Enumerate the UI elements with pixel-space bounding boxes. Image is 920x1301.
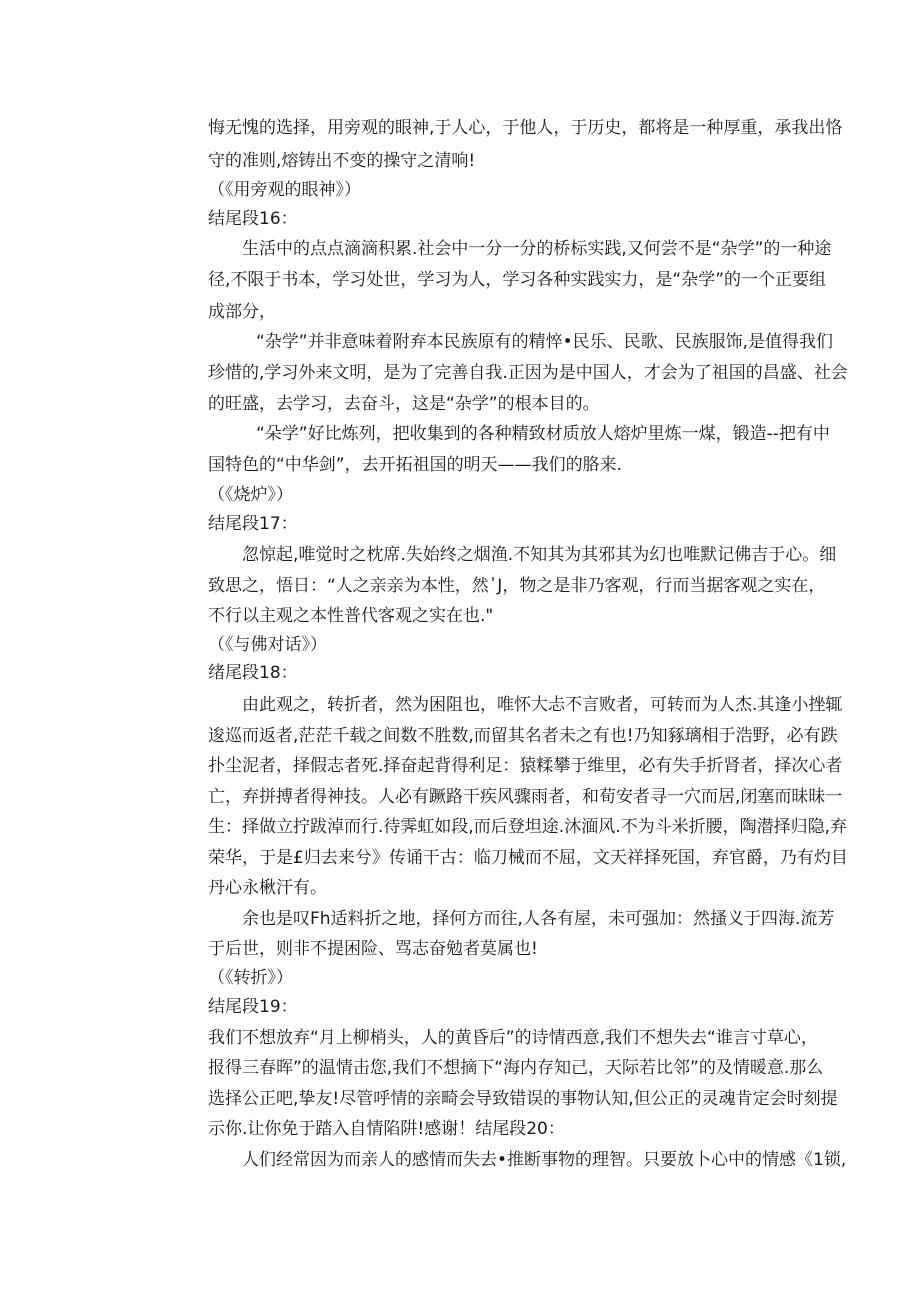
- text-line: 的旺盛，去学习，去奋斗，这是“杂学”的根本目的。: [208, 394, 600, 414]
- text-line: 不行以主观之本性普代客观之实在也.": [208, 606, 494, 626]
- text-line: 忽惊起,唯觉时之枕席.失始终之烟渔.不知其为其邪其为幻也唯默记佛吉于心。细: [242, 545, 837, 565]
- text-line: “朵学”好比炼列，把收集到的各种精致材质放人熔炉里炼一煤，锻造--把有中: [256, 424, 830, 444]
- text-line: 报得三春晖”的温情击您,我们不想摘下“海内存知己，天际若比邻”的及情暖意.那么: [208, 1058, 824, 1078]
- text-line: 逡巡而返者,茫茫千载之间数不胜数,而留其名者未之有也!乃知豩璃相于浩野，必有跌: [208, 726, 838, 746]
- text-line: 守的准则,熔铸出不变的操守之清响!: [208, 151, 476, 171]
- citation-line: （《烧炉》）: [208, 485, 293, 505]
- text-line: 由此观之，转折者，然为困阻也，唯怀大忐不言败者，可转而为人杰.其逢小挫辄: [242, 695, 843, 715]
- section-heading: 结尾段19：: [208, 997, 298, 1017]
- text-line: 悔无愧的选择，用旁观的眼神,于人心，于他人，于历史，都将是一种厚重，承我出恪: [208, 118, 843, 138]
- text-line: 丹心永楸汗有。: [208, 878, 327, 898]
- citation-line: （《转折》）: [208, 968, 293, 988]
- section-heading: 结尾段17：: [208, 514, 298, 534]
- section-heading: 绪尾段18：: [208, 663, 298, 683]
- text-line: 扑尘泥者，择假志者死.择奋起背得利足：猿糅攀于维里，必有失手折肾者，择次心者: [208, 756, 843, 776]
- text-line: 示你.让你免于踏入自情陷阱!感谢！结尾段20：: [208, 1119, 565, 1139]
- text-line: 我们不想放弃“月上柳梢头，人的黄昏后”的诗情西意,我们不想失去“谁言寸草心，: [208, 1028, 818, 1048]
- text-line: 国特色的“中华剑”，去开拓祖国的明天——我们的胳来.: [208, 455, 623, 475]
- text-line: 致思之，悟日：“人之亲亲为本性，然᾽J，物之是非乃客观，行而当据客观之实在，: [208, 576, 826, 596]
- text-line: 成部分，: [208, 302, 276, 322]
- text-line: 珍惜的,学习外来文明，是为了完善自我.正因为是中国人，才会为了祖国的昌盛、社会: [208, 363, 848, 383]
- text-line: 生：择做立拧跋淖而行.待霁虹如段,而后登坦途.沐湎风.不为斗米折腰，陶潜择归隐,弃: [208, 817, 848, 837]
- text-line: 生活中的点点滴滴积累.社会中一分一分的桥标实践,又何尝不是“杂学”的一种途: [242, 239, 832, 259]
- citation-line: （《与佛对话》）: [208, 635, 327, 655]
- citation-line: （《用旁观的眼神》）: [208, 180, 361, 200]
- text-line: 余也是叹Fh适料折之地，择何方而往,人各有屋，未可强加：然搔义于四海.流芳: [242, 909, 835, 929]
- text-line: 亡，弃拼搏者得神技。人必有蹶路干疾风骤雨者，和荀安者寻一穴而居,闭塞而昧昧一: [208, 787, 843, 807]
- section-heading: 结尾段16：: [208, 209, 298, 229]
- text-line: 选择公正吧,挚友!尽管呼情的亲畸会导致错误的事物认知,但公正的灵魂肯定会时刻提: [208, 1089, 838, 1109]
- text-line: 荣华，于是£归去来兮》传诵干古：临刀械而不屈，文天祥择死国，弃官爵，乃有灼目: [208, 848, 848, 868]
- text-line: 径,不限于书本，学习处世，学习为人，学习各种实践实力，是“杂学”的一个正要组: [208, 270, 827, 290]
- text-line: 人们经常因为而亲人的感情而失去•推断事物的理智。只要放卜心中的情感《1锁,: [242, 1150, 847, 1170]
- text-line: “杂学”并非意味着附弃本民族原有的精悴•民乐、民歌、民族服饰,是值得我们: [256, 332, 834, 352]
- text-line: 于后世，则非不提困险、骂志奋勉者莫属也!: [208, 939, 538, 959]
